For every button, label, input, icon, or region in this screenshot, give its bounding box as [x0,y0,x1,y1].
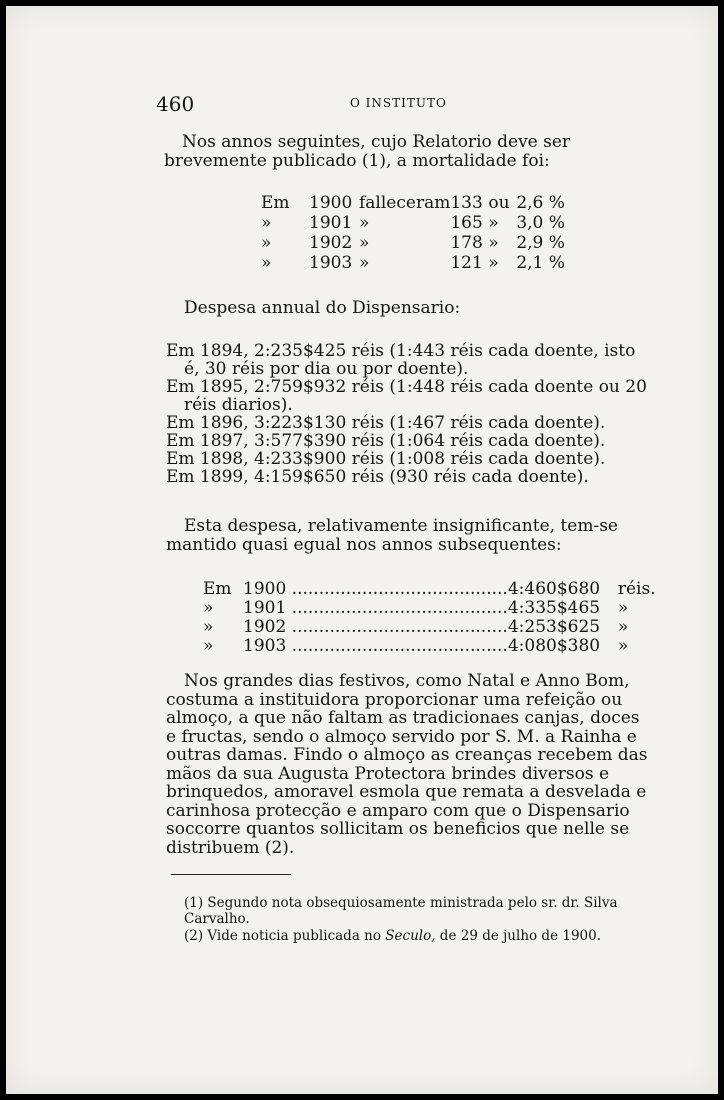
totals-cell: » [617,598,629,618]
totals-year: 1901 [243,599,287,618]
mortality-cell: 133 [450,193,483,213]
expense-item: Em 1898, 4:233$900 réis (1:008 réis cada doente). [166,449,606,469]
totals-year: 1903 [243,637,287,656]
totals-year: 1902 [243,618,287,637]
mortality-cell: 1901 [309,213,353,233]
footnote-2-text-b: de 29 de julho de 1900. [435,928,602,944]
expense-totals-table [203,580,658,656]
mortality-cell: » [359,253,370,273]
mortality-cell: » [488,253,499,273]
totals-cell [243,637,508,656]
totals-cell [243,599,508,618]
totals-cell: réis. [617,579,656,599]
expense-item: Em 1894, 2:235$425 réis (1:443 réis cada doente, isto é, 30 réis por dia ou por doente). [166,341,636,379]
mortality-cell: falleceram [359,193,451,213]
expense-item: Em 1899, 4:159$650 réis (930 réis cada doente). [166,467,589,487]
mortality-row [261,194,576,214]
mortality-cell: Em [261,193,290,213]
totals-row [203,580,658,599]
totals-row [203,618,658,637]
mortality-cell: 3,0 % [516,213,565,233]
mortality-cell: 1900 [309,193,353,213]
totals-cell: 4:080$380 [507,636,601,656]
expense-list [166,342,654,486]
mortality-cell: » [488,213,499,233]
mortality-row [261,214,576,234]
totals-cell: 4:460$680 [507,579,601,599]
totals-cell: 4:253$625 [507,617,601,637]
mortality-cell: 2,1 % [516,253,565,273]
expense-item: Em 1897, 3:577$390 réis (1:064 réis cada doente). [166,431,606,451]
totals-cell: » [617,617,629,637]
mortality-cell: » [261,253,272,273]
totals-row [203,599,658,618]
mortality-cell: 178 [450,233,483,253]
mortality-table [261,194,576,274]
mortality-cell: 2,6 % [516,193,565,213]
footnote-rule [171,874,291,875]
mortality-row [261,254,576,274]
mortality-cell: 121 [450,253,483,273]
running-title: O INSTITUTO [350,96,447,110]
footnote-2-source: Seculo, [385,928,436,944]
mortality-cell: 165 [450,213,483,233]
expense-item: Em 1896, 3:223$130 réis (1:467 réis cada doente). [166,413,606,433]
mortality-cell: » [359,233,370,253]
mortality-cell: » [359,213,370,233]
intro-paragraph: Nos annos seguintes, cujo Relatorio deve ser brevemente publicado (1), a mortalidade foi: [164,132,571,171]
mortality-row [261,234,576,254]
mortality-cell: » [261,233,272,253]
totals-row [203,637,658,656]
leader-dots: ........................................ [286,580,508,599]
expense-label: Despesa annual do Dispensario: [184,298,461,318]
mortality-cell: » [488,233,499,253]
leader-dots: ........................................ [286,599,508,618]
subsequent-paragraph: Esta despesa, relativamente insignificante, tem-se mantido quasi egual nos annos subsequentes: [166,516,618,555]
mortality-cell: 1902 [309,233,353,253]
totals-cell: » [617,636,629,656]
book-page [6,6,718,1094]
page-number: 460 [156,92,195,116]
mortality-cell: » [261,213,272,233]
totals-year: 1900 [243,580,287,599]
festive-paragraph: Nos grandes dias festivos, como Natal e Anno Bom, costuma a instituidora proporcionar uma refeição ou almoço, a que não faltam as tradicionaes canjas, doces e fructas, sendo o almoço servido por S. M. a Rainha e outras damas. Findo o almoço as creanças recebem das mãos da sua Augusta Protectora brindes diversos e brinquedos, amoravel esmola que remata a desvelada e carinhosa protecção e amparo com que o Dispensario soccorre quantos sollicitam os beneficios que nelle se distribuem (2). [166,671,648,858]
footnote-1: (1) Segundo nota obsequiosamente ministrada pelo sr. dr. Silva Carvalho. [184,895,618,927]
leader-dots: ........................................ [286,618,508,637]
expense-item: Em 1895, 2:759$932 réis (1:448 réis cada doente ou 20 réis diarios). [166,377,647,415]
totals-cell: 4:335$465 [507,598,601,618]
page-header [156,92,636,116]
mortality-cell: 1903 [309,253,353,273]
leader-dots: ........................................ [286,637,508,656]
totals-cell: Em [203,579,232,599]
totals-cell [243,618,508,637]
mortality-cell: 2,9 % [516,233,565,253]
totals-cell: » [203,636,214,656]
totals-cell: » [203,617,214,637]
totals-cell: » [203,598,214,618]
footnote-2-text-a: (2) Vide noticia publicada no [184,928,386,944]
totals-cell [243,580,508,599]
mortality-cell: ou [488,193,510,213]
footnote-2 [184,928,654,944]
